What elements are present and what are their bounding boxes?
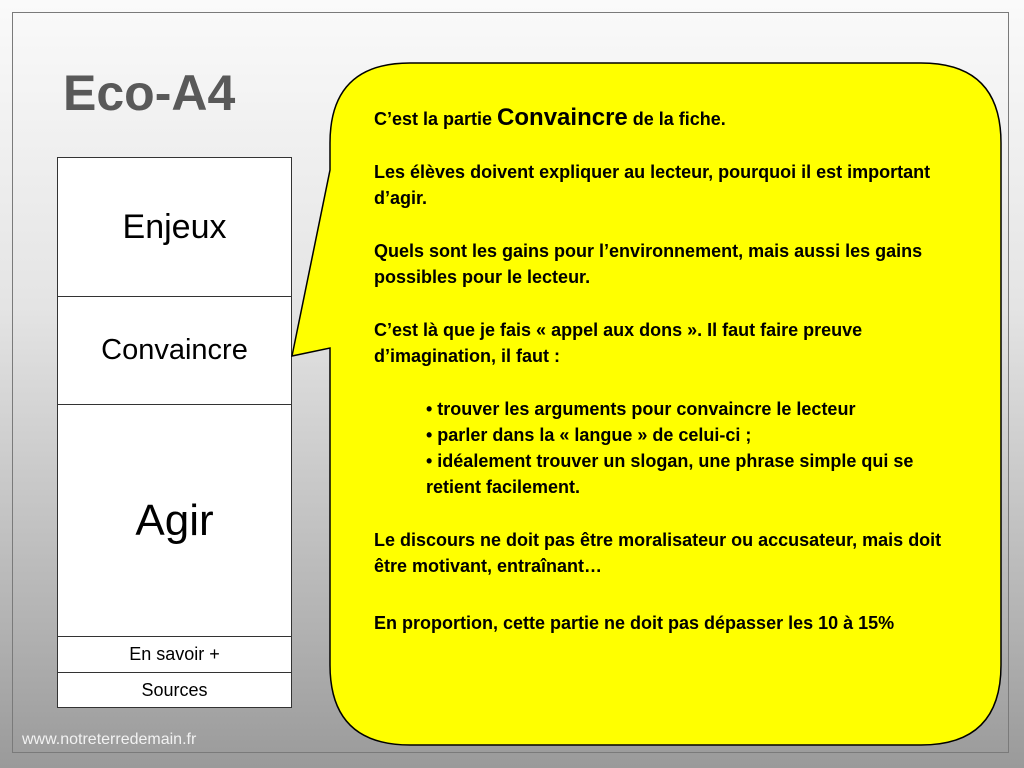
bubble-paragraph-3: Quels sont les gains pour l’environnement, mais aussi les gains possibles pour le lecteur. xyxy=(374,241,923,287)
bullet-item: • idéalement trouver un slogan, une phrase simple qui se retient facilement. xyxy=(426,451,914,497)
footer-url: www.notreterredemain.fr xyxy=(22,731,197,748)
section-sources: Sources xyxy=(141,679,208,700)
bullet-item: • parler dans la « langue » de celui-ci ; xyxy=(426,425,752,445)
bullet-item: • trouver les arguments pour convaincre le lecteur xyxy=(426,399,856,419)
slide-title: Eco-A4 xyxy=(63,65,236,121)
bubble-paragraph-5: Le discours ne doit pas être moralisateur ou accusateur, mais doit être motivant, entraînant… xyxy=(374,530,942,576)
section-enjeux: Enjeux xyxy=(58,158,291,297)
section-agir: Agir xyxy=(58,405,291,637)
bubble-paragraph-4: C’est là que je fais « appel aux dons ». Il faut faire preuve d’imagination, il faut : xyxy=(374,320,863,366)
bubble-paragraph-2: Les élèves doivent expliquer au lecteur, pourquoi il est important d’agir. xyxy=(374,162,931,208)
bubble-text xyxy=(374,105,954,667)
bubble-intro: C’est la partie Convaincre de la fiche. xyxy=(374,104,726,131)
section-convaincre: Convaincre xyxy=(58,297,291,405)
bubble-paragraph-6: En proportion, cette partie ne doit pas dépasser les 10 à 15% xyxy=(374,613,895,633)
emphasis-convaincre: Convaincre xyxy=(497,104,628,131)
bubble-bullet-list xyxy=(374,396,954,500)
section-en-savoir-plus: En savoir + xyxy=(58,637,291,673)
